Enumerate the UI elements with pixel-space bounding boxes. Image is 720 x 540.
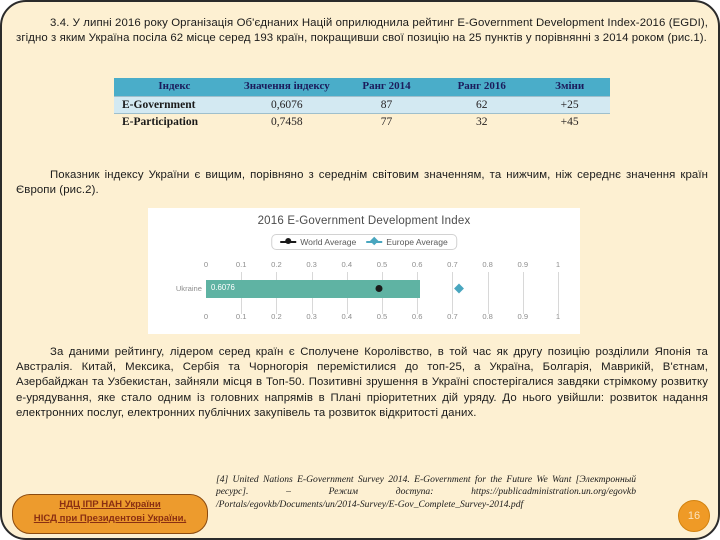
- legend-label: World Average: [300, 237, 357, 247]
- column-header-index: Індекс: [114, 78, 235, 96]
- europe-average-marker: [454, 284, 464, 294]
- bar-ukraine: [206, 280, 420, 298]
- cell-rank-2014: 77: [339, 113, 434, 130]
- gridline: [523, 272, 524, 314]
- table-row: [114, 96, 610, 113]
- legend-item-world-average: [280, 237, 356, 247]
- x-tick-label: 0.4: [341, 260, 353, 269]
- europe-average-marker-icon: [366, 238, 382, 246]
- x-tick-label: 1: [555, 260, 561, 269]
- world-average-marker: [376, 285, 383, 292]
- bar-value-label: 0.6076: [211, 283, 235, 292]
- x-tick-label: 0.1: [235, 260, 247, 269]
- cell-rank-2016: 62: [434, 96, 529, 113]
- intro-paragraph: 3.4. У липні 2016 року Організація Об'єднаних Націй оприлюднила рейтинг E-Government Development Index-2016 (EGDI), згідно з яким Україна посіла 62 місце серед 193 країн, покращивши свої позицію на 25 пунктів у порівнянні з 2014 роком (рис.1).: [16, 17, 708, 45]
- world-average-marker-icon: [280, 238, 296, 246]
- x-tick-label: 0.5: [376, 260, 388, 269]
- column-header-rank-2016: Ранг 2016: [434, 78, 529, 96]
- x-tick-label: 0.8: [482, 260, 493, 269]
- table-header-row: [114, 78, 610, 96]
- x-tick-label: 0.7: [447, 260, 458, 269]
- x-tick-label: 0.3: [306, 312, 317, 321]
- legend-item-europe-average: [366, 237, 447, 247]
- citation-reference: [4] United Nations E-Government Survey 2014. E-Government for the Future We Want [Электронный ресурс]. – Режим доступа: https://publicadministration.un.org/egovkb /Portals/egovkb/Documents/un/2014-Survey/E-Gov_Complete_Survey-2014.pdf: [216, 474, 636, 510]
- category-label: Ukraine: [175, 284, 202, 293]
- x-tick-label: 0: [203, 260, 209, 269]
- chart-legend: [271, 234, 457, 250]
- x-tick-label: 1: [555, 312, 561, 321]
- x-axis-bottom: [203, 312, 561, 323]
- column-header-rank-2014: Ранг 2014: [339, 78, 434, 96]
- x-tick-label: 0.2: [271, 260, 282, 269]
- org-link-ndc-ipr[interactable]: НДЦ ІПР НАН України: [59, 499, 161, 510]
- cell-index-value: 0,7458: [235, 113, 339, 130]
- egdi-index-table: [114, 78, 610, 130]
- x-tick-label: 0.6: [411, 260, 423, 269]
- chart-title: 2016 E-Government Development Index: [257, 215, 471, 227]
- x-tick-label: 0.3: [306, 260, 317, 269]
- cell-rank-2014: 87: [339, 96, 434, 113]
- gridline: [558, 272, 559, 314]
- cell-rank-2016: 32: [434, 113, 529, 130]
- x-axis-top: [203, 260, 561, 271]
- column-header-value: Значення індексу: [235, 78, 339, 96]
- x-tick-label: 0.9: [517, 312, 529, 321]
- cell-index-value: 0,6076: [235, 96, 339, 113]
- column-header-change: Зміни: [529, 78, 610, 96]
- egdi-chart: [148, 208, 580, 334]
- rating-paragraph: За даними рейтингу, лідером серед країн є Сполучене Королівство, в той час як другу позицію розділили Японія та Австралія. Китай, Мексика, Сербія та Чорногорія перемістилися до топ-25, а Україна, Болгарія, Маврикій, В'єтнам, Азербайджан та Узбекистан, зайняли місця в Топ-50. Позитивні зрушення в Україні спостерігалися завдяки стрімкому розвитку е-урядування, яке стало одним із головних напрямів в Плані пріоритетних дій уряду. До нього увійшли: розвиток надання електронних послуг, електронних публічних закупівель та розвиток відкритості даних.: [16, 346, 708, 419]
- cell-index-name: E-Government: [114, 96, 235, 113]
- legend-label: Europe Average: [386, 237, 448, 247]
- org-link-nisd[interactable]: НІСД при Президентові України,: [33, 513, 187, 524]
- table-row: [114, 113, 610, 130]
- cell-change: +45: [529, 113, 610, 130]
- x-tick-label: 0.5: [376, 312, 388, 321]
- x-tick-label: 0.4: [341, 312, 353, 321]
- cell-index-name: E-Participation: [114, 113, 235, 130]
- gridline: [488, 272, 489, 314]
- cell-change: +25: [529, 96, 610, 113]
- x-tick-label: 0.8: [482, 312, 493, 321]
- x-tick-label: 0.9: [517, 260, 529, 269]
- middle-paragraph: Показник індексу України є вищим, порівняно з середнім світовим значенням, та нижчим, ніж середнє значення країн Європи (рис.2).: [16, 169, 708, 197]
- organization-box[interactable]: [12, 494, 208, 534]
- x-tick-label: 0: [203, 312, 209, 321]
- x-tick-label: 0.7: [447, 312, 458, 321]
- x-tick-label: 0.6: [411, 312, 423, 321]
- chart-plot-area: [175, 260, 561, 321]
- x-tick-label: 0.2: [271, 312, 282, 321]
- page-number-badge: 16: [678, 500, 710, 532]
- gridline: [452, 272, 453, 314]
- x-tick-label: 0.1: [235, 312, 247, 321]
